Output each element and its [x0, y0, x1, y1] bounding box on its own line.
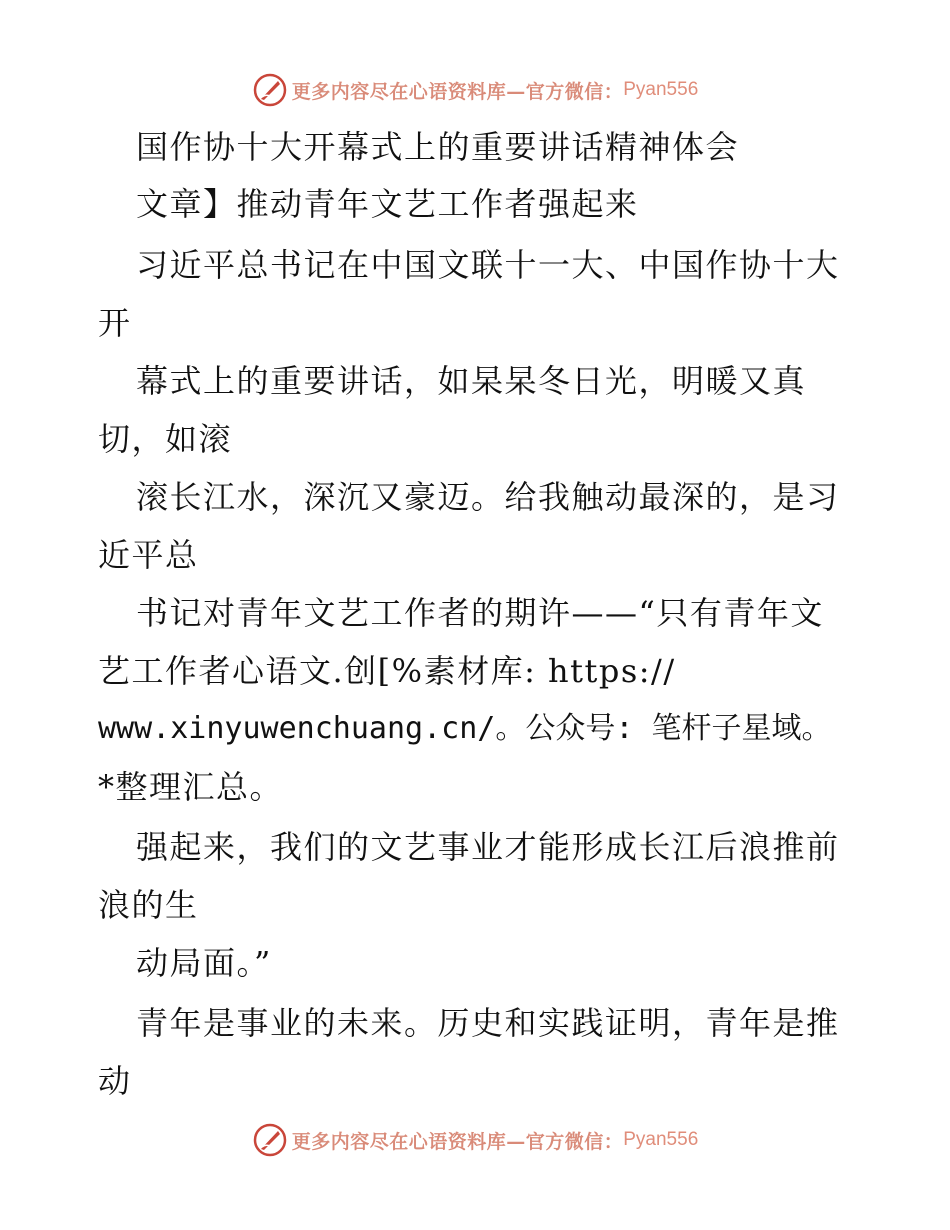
header-banner-text: 更多内容尽在心语资料库—官方微信：: [291, 80, 624, 103]
doc-line: 动局面。”: [136, 944, 272, 982]
doc-line: 动: [98, 1062, 132, 1100]
doc-line: 艺工作者心语文.创[%素材库: https://: [98, 652, 676, 690]
header-banner: [0, 70, 950, 110]
footer-banner-text: 更多内容尽在心语资料库—官方微信：: [291, 1130, 624, 1153]
doc-line: 幕式上的重要讲话，如杲杲冬日光，明暖又真: [136, 362, 807, 400]
doc-line: 近平总: [98, 536, 199, 574]
doc-line: 习近平总书记在中国文联十一大、中国作协十大: [136, 246, 840, 284]
doc-line: 滚长江水，深沉又豪迈。给我触动最深的，是习: [136, 478, 840, 516]
quill-logo-icon: [252, 1122, 288, 1158]
footer-banner: [0, 1120, 950, 1160]
header-wechat-id: Pyan556: [623, 79, 699, 100]
doc-line: 切，如滚: [98, 420, 233, 458]
quill-logo-icon: [252, 72, 288, 108]
doc-line: *整理汇总。: [98, 768, 284, 806]
doc-line-title-1: 国作协十大开幕式上的重要讲话精神体会: [136, 128, 740, 166]
doc-line: 青年是事业的未来。历史和实践证明，青年是推: [136, 1004, 840, 1042]
doc-line: 浪的生: [98, 886, 199, 924]
doc-line: 强起来，我们的文艺事业才能形成长江后浪推前: [136, 828, 840, 866]
doc-line-title-2: 文章】推动青年文艺工作者强起来: [136, 185, 639, 223]
doc-line: 书记对青年文艺工作者的期许——“只有青年文: [136, 594, 824, 632]
doc-line-url: www.xinyuwenchuang.cn/。公众号: 笔杆子星域。: [98, 711, 832, 746]
footer-wechat-id: Pyan556: [623, 1129, 699, 1150]
doc-line: 开: [98, 304, 132, 342]
